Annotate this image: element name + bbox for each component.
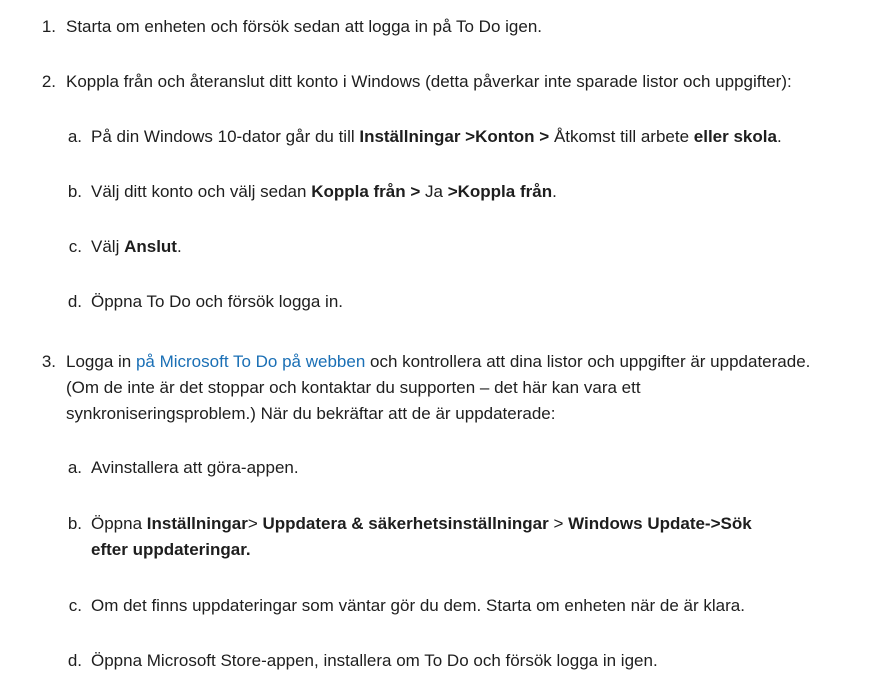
substep-text: Om det finns uppdateringar som väntar gör du dem. Starta om enheten när de är klara. (91, 596, 745, 615)
substep-marker: b. (67, 182, 82, 201)
substep-marker: c. (68, 237, 82, 256)
substep-text: Öppna Inställningar> Uppdatera & säkerhetsinställningar > Windows Update->Sök efter uppdateringar. (91, 514, 752, 559)
step-marker: 1. (41, 17, 56, 36)
substep-marker: a. (67, 458, 82, 477)
substep-marker: d. (67, 292, 82, 311)
settings-path: Inställningar >Konton > (359, 127, 550, 146)
substep-text: Öppna Microsoft Store-appen, installera om To Do och försök logga in igen. (91, 651, 658, 670)
substep-marker: b. (67, 514, 82, 533)
settings-label: Inställningar (146, 514, 248, 533)
substep-text: På din Windows 10-dator går du till Inställningar >Konton > Åtkomst till arbete eller skola. (91, 127, 782, 146)
disconnect-confirm-label: >Koppla från (447, 182, 553, 201)
substep-marker: d. (67, 651, 82, 670)
settings-path-end: eller skola (693, 127, 777, 146)
substep-text: Öppna To Do och försök logga in. (91, 292, 344, 311)
disconnect-label: Koppla från > (311, 182, 421, 201)
update-security-label: Uppdatera & säkerhetsinställningar (262, 514, 549, 533)
step-text: Logga in på Microsoft To Do på webben och kontrollera att dina listor och uppgifter är uppdaterade. (Om de inte är det stoppar och kontaktar du supporten – det här kan vara ett synkroniseringsproblem.) När du bekräftar att de är uppdaterade: (66, 352, 811, 423)
step-marker: 2. (41, 72, 56, 91)
windows-update-label: Windows Update->Sök efter uppdateringar. (91, 514, 752, 559)
step-marker: 3. (41, 352, 56, 371)
substep-marker: c. (68, 596, 82, 615)
todo-web-link[interactable]: på Microsoft To Do på webben (135, 352, 366, 371)
connect-label: Anslut (124, 237, 177, 256)
substep-text: Avinstallera att göra-appen. (91, 458, 299, 477)
substep-text: Välj ditt konto och välj sedan Koppla från > Ja >Koppla från. (91, 182, 557, 201)
substep-marker: a. (67, 127, 82, 146)
step-text: Starta om enheten och försök sedan att logga in på To Do igen. (66, 17, 542, 36)
step-text: Koppla från och återanslut ditt konto i Windows (detta påverkar inte sparade listor och uppgifter): (66, 72, 792, 91)
substep-text: Välj Anslut. (91, 237, 182, 256)
